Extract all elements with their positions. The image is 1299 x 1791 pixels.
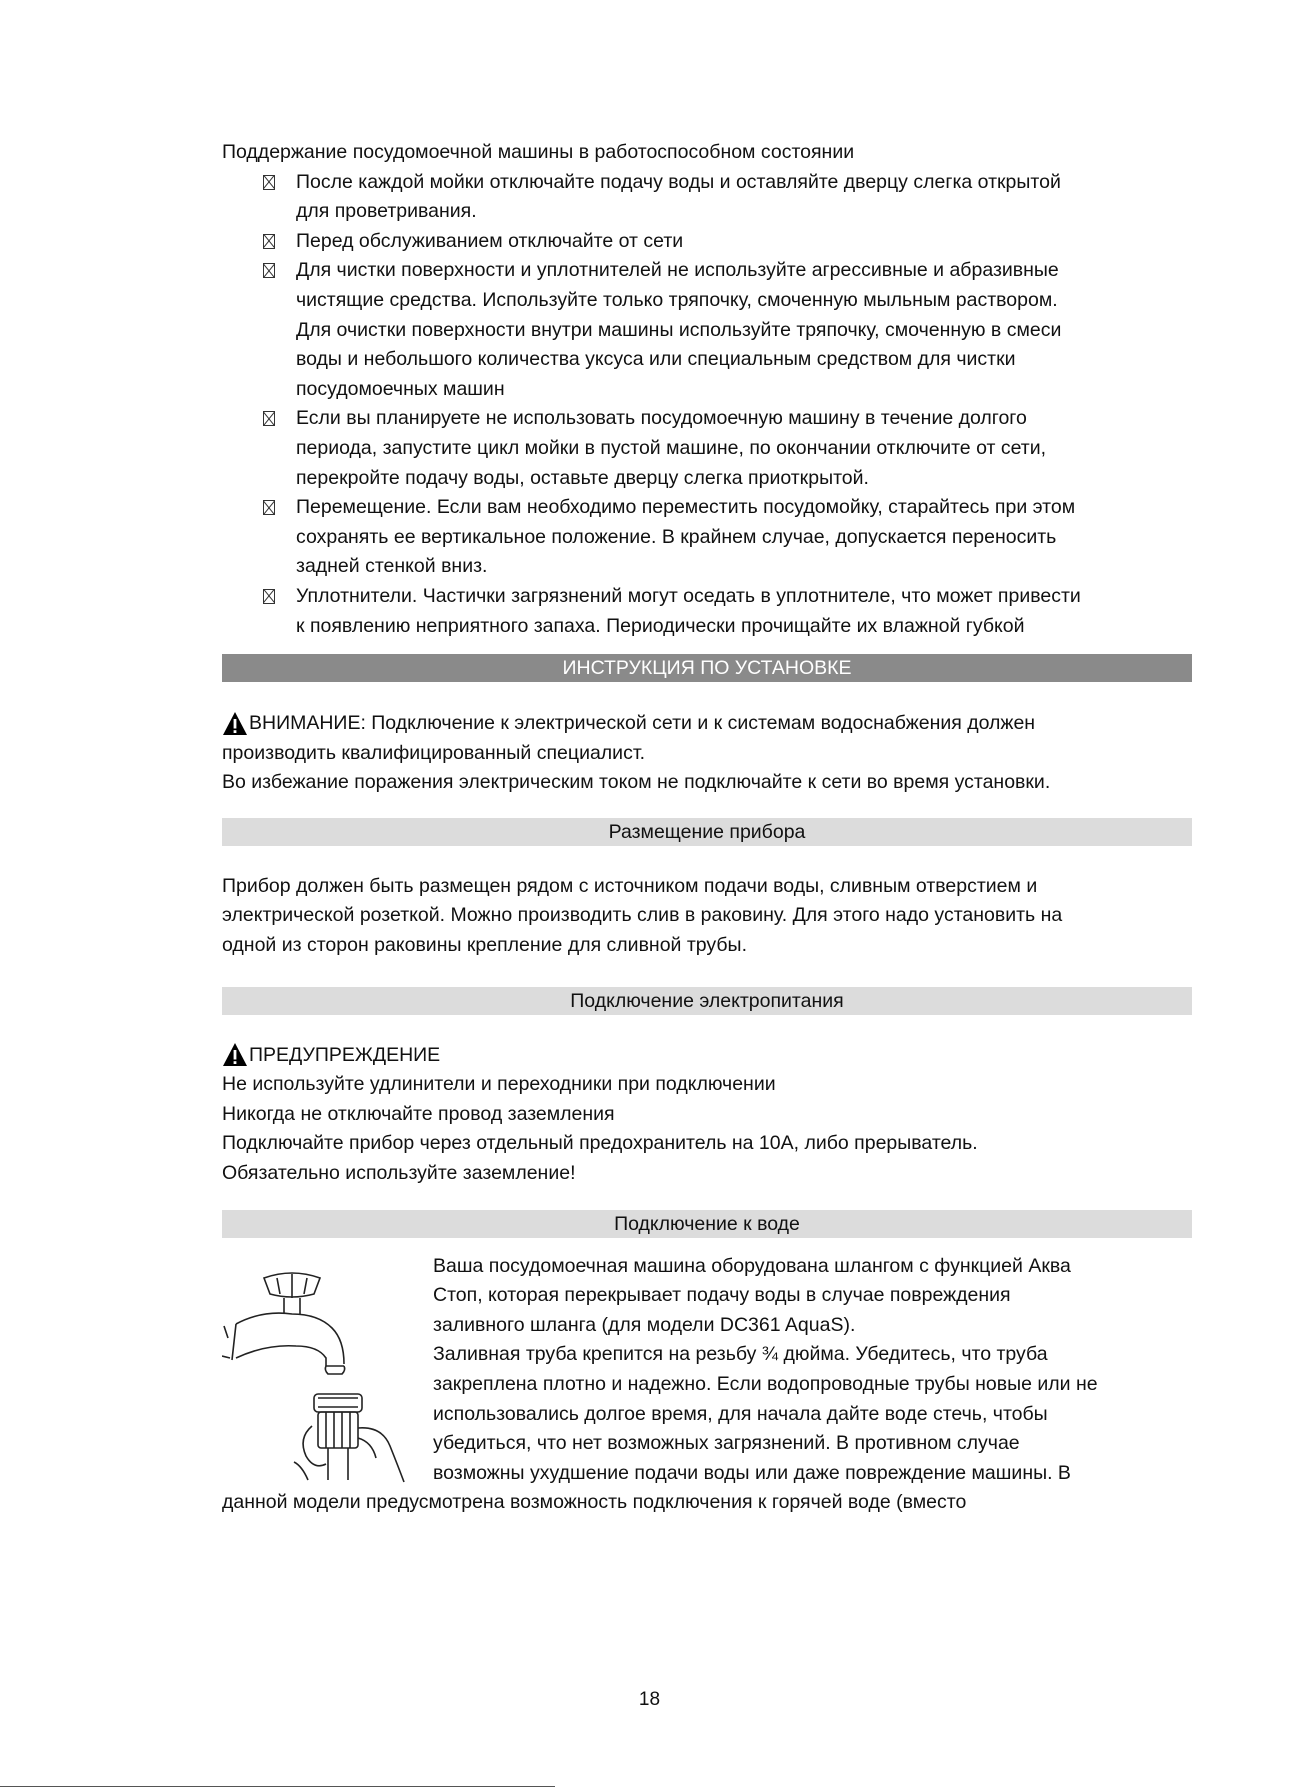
maintenance-item-line: перекройте подачу воды, оставьте дверцу слегка приоткрытой. [296, 466, 869, 489]
maintenance-heading: Поддержание посудомоечной машины в работоспособном состоянии [222, 141, 855, 163]
power-line: Подключайте прибор через отдельный предохранитель на 10А, либо прерыватель. [222, 1132, 978, 1155]
maintenance-item-line: периода, запустите цикл мойки в пустой машине, по окончании отключите от сети, [296, 436, 1047, 459]
water-line: закреплена плотно и надежно. Если водопроводные трубы новые или не [433, 1373, 1098, 1395]
maintenance-item-line: После каждой мойки отключайте подачу воды и оставляйте дверцу слегка открытой [296, 170, 1061, 193]
power-section-bar: Подключение электропитания [222, 987, 1192, 1015]
water-line: Ваша посудомоечная машина оборудована шлангом с функцией Аква [433, 1254, 1071, 1277]
power-warning [222, 1041, 1192, 1071]
power-line: Никогда не отключайте провод заземления [222, 1102, 615, 1125]
install-warning [222, 709, 1192, 739]
maintenance-item-line: Для чистки поверхности и уплотнителей не используйте агрессивные и абразивные [296, 259, 1059, 282]
water-line: Стоп, которая перекрывает подачу воды в случае повреждения [433, 1284, 1011, 1307]
placement-section-bar: Размещение прибора [222, 818, 1192, 846]
install-warning-line: Во избежание поражения электрическим током не подключайте к сети во время установки. [222, 771, 1051, 794]
water-line: использовались долгое время, для начала дайте воде стечь, чтобы [433, 1402, 1048, 1425]
placement-line: одной из сторон раковины крепление для сливной трубы. [222, 934, 747, 957]
water-line: возможны ухудшение подачи воды или даже повреждение машины. В [433, 1461, 1071, 1484]
missing-glyph-bullet-icon [263, 411, 275, 426]
warning-triangle-icon [222, 711, 248, 737]
water-section-bar: Подключение к воде [222, 1210, 1192, 1238]
missing-glyph-bullet-icon [263, 263, 275, 278]
maintenance-item-line: посудомоечных машин [296, 377, 505, 400]
maintenance-item [222, 168, 1192, 227]
water-line: убедиться, что нет возможных загрязнений. В противном случае [433, 1432, 1020, 1455]
power-warning-title: ПРЕДУПРЕЖДЕНИЕ [249, 1043, 441, 1066]
install-warning-text: ВНИМАНИЕ: Подключение к электрической сети и к системам водоснабжения должен [249, 712, 1036, 735]
maintenance-item-line: Для очистки поверхности внутри машины используйте тряпочку, смоченную в смеси [296, 318, 1062, 341]
placement-line: Прибор должен быть размещен рядом с источником подачи воды, сливным отверстием и [222, 874, 1038, 897]
maintenance-item [222, 227, 1192, 257]
maintenance-item [222, 582, 1192, 641]
water-last-line: данной модели предусмотрена возможность подключения к горячей воде (вместо [222, 1491, 967, 1514]
maintenance-item-line: Уплотнители. Частички загрязнений могут оседать в уплотнителе, что может привести [296, 584, 1081, 607]
maintenance-item-line: сохранять ее вертикальное положение. В крайнем случае, допускается переносить [296, 525, 1057, 548]
install-section-bar: ИНСТРУКЦИЯ ПО УСТАНОВКЕ [222, 654, 1192, 682]
maintenance-item-line: к появлению неприятного запаха. Периодически прочищайте их влажной губкой [296, 614, 1025, 637]
faucet-hose-illustration [222, 1266, 422, 1486]
missing-glyph-bullet-icon [263, 234, 275, 249]
footer-rule [0, 1786, 555, 1787]
maintenance-item-line: Перемещение. Если вам необходимо переместить посудомойку, старайтесь при этом [296, 496, 1076, 519]
maintenance-item-line: Если вы планируете не использовать посудомоечную машину в течение долгого [296, 407, 1027, 430]
placement-line: электрической розеткой. Можно производить слив в раковину. Для этого надо установить на [222, 904, 1063, 927]
water-block [222, 1252, 1192, 1518]
page-number: 18 [638, 1689, 661, 1710]
water-line: заливного шланга (для модели DC361 AquaS). [433, 1313, 856, 1336]
maintenance-item-line: для проветривания. [296, 200, 477, 223]
maintenance-item [222, 256, 1192, 404]
maintenance-item-line: задней стенкой вниз. [296, 555, 488, 578]
power-line: Обязательно используйте заземление! [222, 1162, 576, 1185]
water-line: Заливная труба крепится на резьбу ¾ дюйма. Убедитесь, что труба [433, 1343, 1048, 1366]
maintenance-item [222, 493, 1192, 582]
install-warning-line: производить квалифицированный специалист. [222, 741, 646, 764]
maintenance-item-line: воды и небольшого количества уксуса или специальным средством для чистки [296, 348, 1016, 371]
missing-glyph-bullet-icon [263, 589, 275, 604]
maintenance-item-line: чистящие средства. Используйте только тряпочку, смоченную мыльным раствором. [296, 288, 1058, 311]
maintenance-list [222, 168, 1192, 642]
maintenance-item-line: Перед обслуживанием отключайте от сети [296, 229, 684, 252]
missing-glyph-bullet-icon [263, 175, 275, 190]
warning-triangle-icon [222, 1042, 248, 1068]
missing-glyph-bullet-icon [263, 500, 275, 515]
maintenance-item [222, 404, 1192, 493]
power-line: Не используйте удлинители и переходники при подключении [222, 1073, 776, 1096]
manual-page [222, 138, 1192, 1518]
